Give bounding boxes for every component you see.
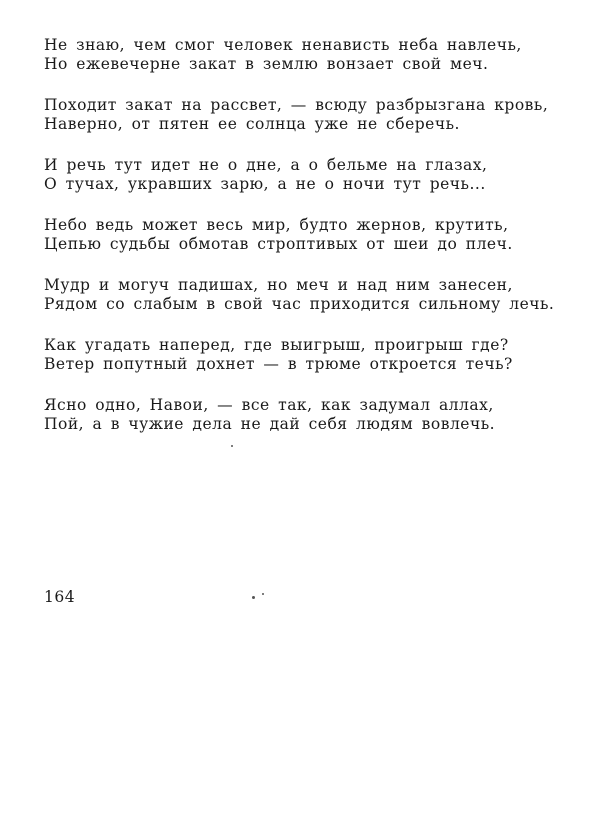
poem-line: Рядом со слабым в свой час приходится сильному лечь. xyxy=(44,295,555,313)
poem-line: Но ежевечерне закат в землю вонзает свой меч. xyxy=(44,55,489,73)
scan-speck xyxy=(262,593,264,595)
poem-line: Не знаю, чем смог человек ненависть неба навлечь, xyxy=(44,36,522,54)
stanza-7 xyxy=(44,396,584,434)
poem-line: Пой, а в чужие дела не дай себя людям вовлечь. xyxy=(44,415,496,433)
stanza-4 xyxy=(44,216,584,254)
stanza-2 xyxy=(44,96,584,134)
scan-speck xyxy=(252,596,255,599)
poem-line: О тучах, укравших зарю, а не о ночи тут речь... xyxy=(44,175,486,193)
poem-line: И речь тут идет не о дне, а о бельме на глазах, xyxy=(44,156,488,174)
stanza-3 xyxy=(44,156,584,194)
poem-line: Цепью судьбы обмотав строптивых от шеи до плеч. xyxy=(44,235,513,253)
poem-line: Походит закат на рассвет, — всюду разбрызгана кровь, xyxy=(44,96,549,114)
stanza-6 xyxy=(44,336,584,374)
poem-line: Наверно, от пятен ее солнца уже не сберечь. xyxy=(44,115,460,133)
poem xyxy=(44,36,584,456)
poem-line: Мудр и могуч падишах, но меч и над ним занесен, xyxy=(44,276,513,294)
poem-line: Небо ведь может весь мир, будто жернов, крутить, xyxy=(44,216,509,234)
poem-line: Ясно одно, Навои, — все так, как задумал аллах, xyxy=(44,396,494,414)
page-number: 164 xyxy=(44,588,76,606)
stanza-5 xyxy=(44,276,584,314)
poem-line: Как угадать наперед, где выигрыш, проигрыш где? xyxy=(44,336,509,354)
stanza-1 xyxy=(44,36,584,74)
scan-speck xyxy=(231,445,233,447)
poem-line: Ветер попутный дохнет — в трюме откроется течь? xyxy=(44,355,513,373)
